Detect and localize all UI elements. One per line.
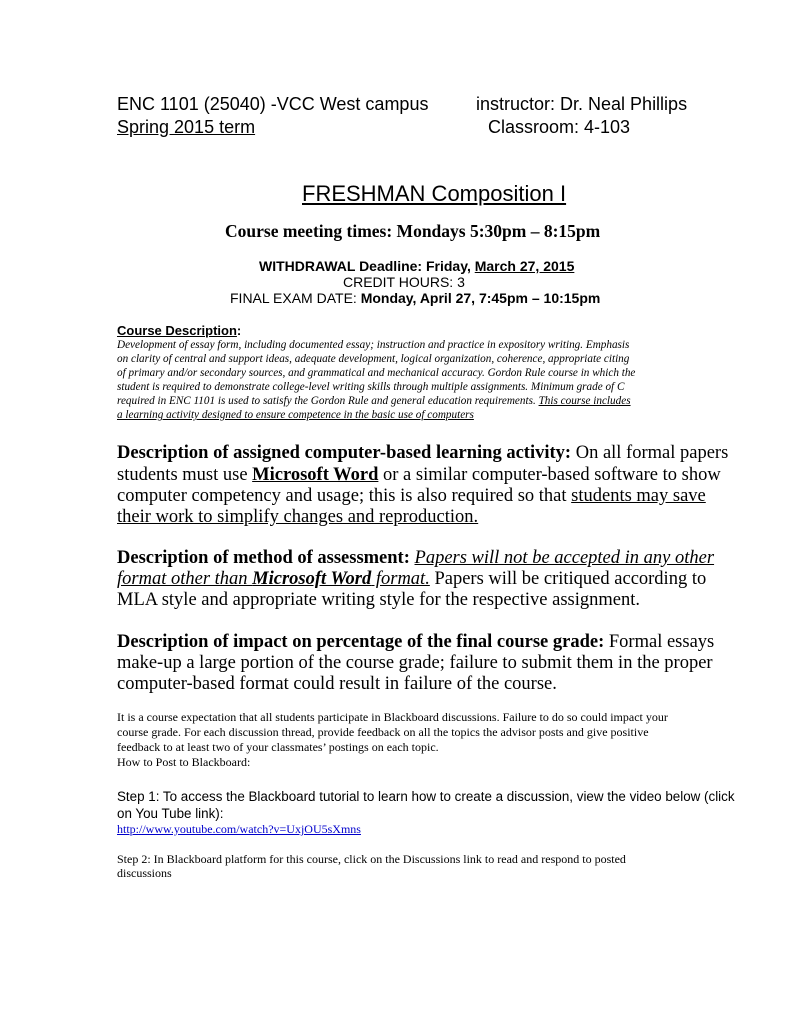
- course-code: ENC 1101 (25040) -VCC West campus: [117, 94, 429, 114]
- assessment-heading: Description of method of assessment:: [117, 548, 410, 568]
- course-description-line-2: on clarity of central and support ideas, adequate development, logical organization, coherence, appropriate citing: [117, 353, 630, 365]
- assessment-line-2: [117, 569, 706, 590]
- withdrawal-deadline: [259, 258, 574, 274]
- course-description-line-6: a learning activity designed to ensure competence in the basic use of computers: [117, 409, 474, 421]
- blackboard-line-2: course grade. For each discussion thread, provide feedback on all the topics the advisor posts and give positive: [117, 725, 649, 739]
- course-description-line-5-underlined: This course includes: [538, 395, 631, 407]
- computer-activity-underlined-1: students may save: [571, 486, 706, 506]
- youtube-link[interactable]: http://www.youtube.com/watch?v=UxjOU5sXmns: [117, 822, 361, 836]
- computer-activity-line-4: their work to simplify changes and reproduction.: [117, 507, 479, 527]
- instructor: instructor: Dr. Neal Phillips: [476, 94, 688, 114]
- course-description-line-3: of primary and/or secondary sources, and grammatical and mechanical accuracy. Gordon Rule course in which the: [117, 367, 636, 379]
- assessment-italic-2: format other than: [117, 569, 253, 589]
- course-description-line-1: Development of essay form, including documented essay; instruction and practice in expository writing. Emphasis: [117, 339, 630, 351]
- withdrawal-date: March 27, 2015: [474, 258, 575, 274]
- computer-activity-text-4: computer competency and usage; this is also required so that: [117, 486, 572, 506]
- course-description-line-4: student is required to demonstrate college-level writing skills through multiple assignments. Minimum grade of C: [117, 381, 625, 393]
- step-2-line-1: Step 2: In Blackboard platform for this course, click on the Discussions link to read and respond to posted: [117, 852, 626, 866]
- step-2-line-2: discussions: [117, 866, 172, 880]
- final-exam-label: FINAL EXAM DATE:: [230, 290, 361, 306]
- course-description-line-5-text: required in ENC 1101 is used to satisfy the Gordon Rule and general education requirements.: [117, 395, 539, 407]
- computer-activity-text-2: students must use: [117, 465, 253, 485]
- assessment-microsoft-word: Microsoft Word: [252, 569, 372, 589]
- impact-heading: Description of impact on percentage of the final course grade:: [117, 632, 605, 652]
- computer-activity-heading: Description of assigned computer-based learning activity:: [117, 443, 572, 463]
- impact-line-2: make-up a large portion of the course grade; failure to submit them in the proper: [117, 653, 713, 673]
- computer-activity-line-3: [117, 486, 706, 507]
- course-description-label: Course Description: [117, 323, 237, 338]
- term: Spring 2015 term: [117, 117, 256, 137]
- impact-line-3: computer-based format could result in failure of the course.: [117, 674, 557, 694]
- meeting-times: Course meeting times: Mondays 5:30pm – 8:15pm: [225, 221, 601, 241]
- assessment-line-1: [117, 548, 714, 569]
- computer-activity-text-3: or a similar computer-based software to show: [378, 465, 721, 485]
- blackboard-line-1: It is a course expectation that all students participate in Blackboard discussions. Failure to do so could impact your: [117, 710, 668, 724]
- impact-text-1: Formal essays: [604, 632, 715, 652]
- step-1-line-1: Step 1: To access the Blackboard tutorial to learn how to create a discussion, view the video below (click: [117, 789, 735, 804]
- credit-hours: CREDIT HOURS: 3: [343, 274, 465, 290]
- computer-activity-text-1: On all formal papers: [571, 443, 729, 463]
- microsoft-word-emphasis: Microsoft Word: [252, 465, 379, 485]
- course-description-line-5: [117, 395, 631, 407]
- classroom: Classroom: 4-103: [488, 117, 631, 137]
- computer-activity-line-2: [117, 465, 721, 486]
- course-description-heading: [117, 323, 241, 338]
- computer-activity-line-1: [117, 443, 728, 464]
- step-1-line-2: on You Tube link):: [117, 806, 224, 821]
- assessment-italic-3: format.: [371, 569, 430, 589]
- impact-line-1: [117, 632, 714, 653]
- assessment-italic-1: Papers will not be accepted in any other: [414, 548, 715, 568]
- course-description-colon: :: [236, 323, 242, 338]
- assessment-line-3: MLA style and appropriate writing style for the respective assignment.: [117, 590, 641, 610]
- assessment-text-1: Papers will be critiqued according to: [429, 569, 707, 589]
- blackboard-line-4: How to Post to Blackboard:: [117, 755, 251, 769]
- withdrawal-label: WITHDRAWAL Deadline: Friday,: [259, 258, 475, 274]
- final-exam-value: Monday, April 27, 7:45pm – 10:15pm: [360, 290, 601, 306]
- blackboard-line-3: feedback to at least two of your classmates’ postings on each topic.: [117, 740, 439, 754]
- final-exam-date: [230, 290, 600, 306]
- page-title: FRESHMAN Composition I: [302, 181, 567, 206]
